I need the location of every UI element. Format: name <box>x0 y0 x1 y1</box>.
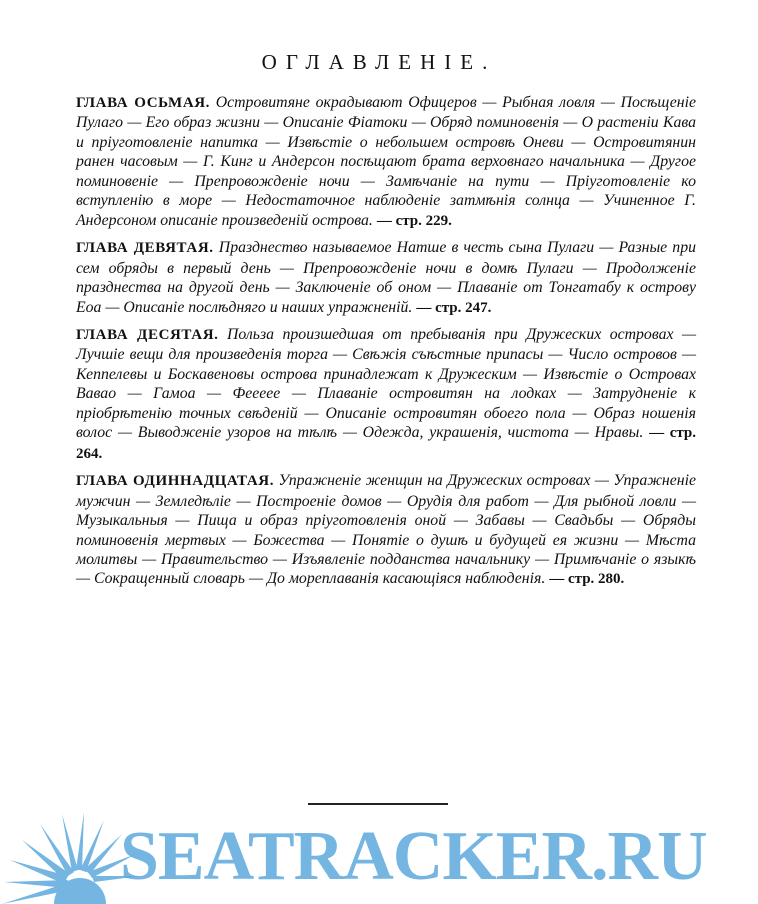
chapter-summary: Польза произшедшая от пребыванія при Дружеских островах — Лучшіе вещи для произведенія торга — Свѣжія съѣстные припасы — Число островов — Кеппелевы и Боскавеновы острова принадлежат к Дружеским — Извѣстіе о Островах Вавао — Гамоа — Феееее — Плаваніе островитян на лодках — Затрудненіе к пріобрѣтенію точных свѣденій — Описаніе островитян обоего пола — Образ ношенія волос — Выводженіе узоров на тѣлѣ — Одежда, украшенія, чистота — Нравы. <box>76 325 696 442</box>
chapter-summary: Упражненіе женщин на Дружеских островах — Упражненіе мужчин — Земледѣліе — Построеніе домов — Орудія для работ — Для рыбной ловли — Музыкальныя — Пища и образ пріуготовленія оной — Забавы — Свадьбы — Обряды поминовенія мертвых — Божества — Понятіе о душѣ и будущей ея жизни — Мѣста молитвы — Правительство — Изъявленіе подданства начальнику — Примѣчаніе о языкѣ — Сокращенный словарь — До мореплаванія касающіяся наблюденія. <box>76 472 697 588</box>
sun-logo-icon <box>0 812 140 904</box>
watermark <box>0 812 758 904</box>
closing-rule <box>308 803 448 805</box>
chapter-entry-11 <box>76 471 696 590</box>
chapter-summary: Празднество называемое Натше в честь сына Пулаги — Разные при сем обряды в первый день — Препровожденіе ночи в домѣ Пулаги — Продолженіе празднества на другой день — Заключеніе об оном — Плаваніе от Тонгатабу к острову Еоа — Описаніе послѣдняго и наших упражненій. <box>76 239 697 316</box>
chapter-entry-10 <box>76 325 696 464</box>
chapter-page-ref: — стр. 280. <box>549 571 625 588</box>
page-title: ОГЛАВЛЕНІЕ. <box>261 50 497 74</box>
chapter-summary: Островитяне окрадывают Офицеров — Рыбная ловля — Посѣщеніе Пулаго — Его образ жизни — Описаніе Фіатоки — Обряд поминовенія — О растеніи Кава и пріуготовленіе напитка — Извѣстіе о небольшем островѣ Оневи — Островитянин ранен часовым — Г. Кинг и Андерсон посѣщают брата верховнаго начальника — Другое поминовеніе — Препровожденіе ночи — Замѣчаніе на пути — Пріуготовленіе ко вступленію в море — Недостаточное наблюденіе затмѣнія солнца — Учиненное Г. Андерсоном описаніе произведеній острова. <box>76 94 697 229</box>
chapter-entry-8 <box>76 93 696 231</box>
chapter-label: ГЛАВА ДЕВЯТАЯ. <box>76 240 214 257</box>
chapter-label: ГЛАВА ОСЬМАЯ. <box>76 95 211 111</box>
chapter-page-ref: — стр. 229. <box>376 212 452 229</box>
chapter-label: ГЛАВА ДЕСЯТАЯ. <box>76 326 219 343</box>
chapter-page-ref: — стр. 264. <box>76 425 696 462</box>
table-of-contents <box>76 93 696 597</box>
chapter-label: ГЛАВА ОДИННАДЦАТАЯ. <box>76 473 275 490</box>
chapter-page-ref: — стр. 247. <box>416 299 492 316</box>
watermark-text: SEATRACKER.RU <box>120 818 707 895</box>
chapter-entry-9 <box>76 238 696 318</box>
